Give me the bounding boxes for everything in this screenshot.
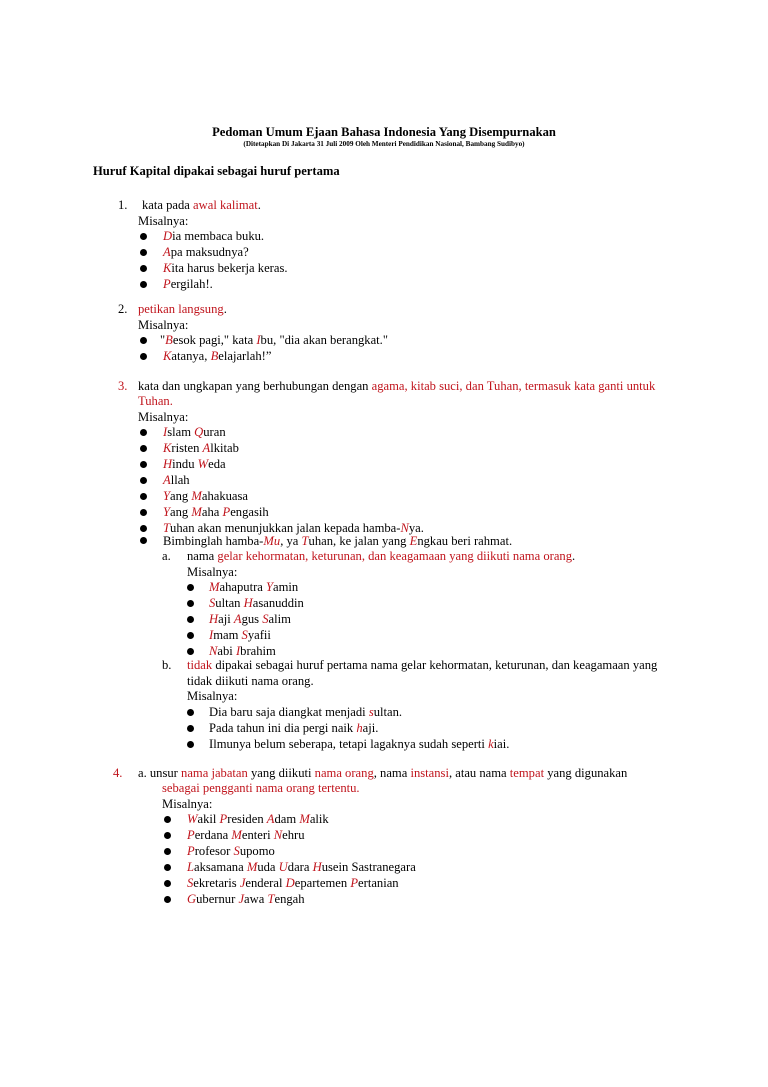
example-text: lkitab xyxy=(210,441,239,455)
bullet-icon xyxy=(164,896,171,903)
example-text: ekretaris xyxy=(193,876,240,890)
cap-letter: H xyxy=(243,596,253,610)
bullet-icon xyxy=(164,816,171,823)
cap-letter: M xyxy=(209,580,220,594)
example-text: gus xyxy=(241,612,263,626)
rule-4-pre: a. unsur xyxy=(138,766,182,780)
sub-label-a: a. xyxy=(162,549,171,563)
cap-letter: P xyxy=(187,844,195,858)
bullet-icon xyxy=(164,864,171,871)
rule-3-pre: kata dan ungkapan yang berhubungan dengan xyxy=(138,379,372,393)
example-text: ang xyxy=(170,489,192,503)
example-text: ahaputra xyxy=(219,580,267,594)
rule-4-highlight: tempat xyxy=(509,766,545,780)
cap-letter: Mu xyxy=(263,534,281,548)
cap-letter: N xyxy=(209,644,218,658)
cap-letter: I xyxy=(235,644,241,658)
cap-letter: K xyxy=(163,349,172,363)
rule-1-pre: kata pada xyxy=(142,198,194,212)
example-3-4 xyxy=(163,472,190,488)
example-text: amin xyxy=(273,580,299,594)
cap-letter: P xyxy=(350,876,359,890)
rule-3b-highlight: tidak xyxy=(187,658,213,672)
cap-letter: Y xyxy=(163,505,171,519)
example-text: engasih xyxy=(230,505,269,519)
example-1-1 xyxy=(163,228,264,244)
cap-letter: I xyxy=(209,628,214,642)
example-4-2 xyxy=(187,827,305,843)
bullet-icon xyxy=(187,584,194,591)
cap-letter: A xyxy=(233,612,242,626)
cap-letter: I xyxy=(256,333,261,347)
example-text: upomo xyxy=(239,844,275,858)
cap-letter: A xyxy=(163,245,171,259)
bullet-icon xyxy=(140,353,147,360)
rule-3-text xyxy=(138,378,655,394)
example-1-2 xyxy=(163,244,249,260)
cap-letter: M xyxy=(299,812,310,826)
cap-letter: S xyxy=(262,612,269,626)
cap-letter: h xyxy=(356,721,363,735)
cap-letter: P xyxy=(219,812,228,826)
example-text: , ya xyxy=(280,534,302,548)
example-text: aha xyxy=(201,505,223,519)
cap-letter: M xyxy=(246,860,258,874)
example-text: ang xyxy=(170,505,192,519)
section-heading: Huruf Kapital dipakai sebagai huruf pertama xyxy=(93,164,340,178)
cap-letter: s xyxy=(368,705,374,719)
misalnya-label: Misalnya: xyxy=(187,565,238,579)
rule-2-text xyxy=(138,301,227,317)
rule-1-post: . xyxy=(257,198,261,212)
rule-3a-highlight: gelar kehormatan, keturunan, dan keagamaan yang diikuti nama orang xyxy=(217,549,573,563)
cap-letter: N xyxy=(400,521,409,535)
cap-letter: H xyxy=(163,457,173,471)
example-text: uda xyxy=(257,860,279,874)
rule-3-highlight-cont: Tuhan. xyxy=(138,394,173,408)
rule-3b-rest-cont: tidak diikuti nama orang. xyxy=(187,674,314,688)
example-text: ngkau beri rahmat. xyxy=(417,534,513,548)
example-text: asanuddin xyxy=(252,596,304,610)
bullet-icon xyxy=(187,616,194,623)
example-text: ehru xyxy=(282,828,305,842)
item-number-4: 4. xyxy=(113,766,123,780)
rule-4-highlight: nama jabatan xyxy=(181,766,248,780)
example-text: iai. xyxy=(493,737,510,751)
rule-4-text-part: , nama xyxy=(373,766,411,780)
bullet-icon xyxy=(164,848,171,855)
rule-1-highlight: awal kalimat xyxy=(193,198,258,212)
bullet-icon xyxy=(164,832,171,839)
example-text: ultan xyxy=(215,596,244,610)
example-text: ya. xyxy=(408,521,424,535)
bullet-icon xyxy=(140,525,147,532)
example-3b-3 xyxy=(209,736,509,752)
item-number-1: 1. xyxy=(118,198,128,212)
rule-4-highlight-cont: sebagai pengganti nama orang tertentu. xyxy=(162,781,360,795)
example-text: uran xyxy=(203,425,226,439)
cap-letter: T xyxy=(267,892,275,906)
cap-letter: A xyxy=(266,812,275,826)
example-3a-3 xyxy=(209,611,291,627)
cap-letter: E xyxy=(409,534,418,548)
bullet-icon xyxy=(187,600,194,607)
cap-letter: Q xyxy=(194,425,204,439)
example-text: awa xyxy=(244,892,268,906)
cap-letter: K xyxy=(163,261,172,275)
document-subtitle: (Ditetapkan Di Jakarta 31 Juli 2009 Oleh Menteri Pendidikan Nasional, Bambang Sudibyo) xyxy=(243,140,525,148)
example-text: atanya, xyxy=(171,349,211,363)
rule-4-highlight: instansi xyxy=(410,766,449,780)
document-title: Pedoman Umum Ejaan Bahasa Indonesia Yang Disempurnakan xyxy=(212,125,556,139)
cap-letter: S xyxy=(233,844,240,858)
bullet-icon xyxy=(140,477,147,484)
example-text: alim xyxy=(268,612,291,626)
quote-mark: " xyxy=(160,333,166,347)
example-3-2 xyxy=(163,440,239,456)
rule-4-text-part: yang digunakan xyxy=(544,766,628,780)
example-3a-4 xyxy=(209,627,271,643)
example-text: dara xyxy=(287,860,313,874)
cap-letter: U xyxy=(278,860,288,874)
rule-1-text xyxy=(142,197,261,213)
example-text: aji xyxy=(218,612,234,626)
cap-letter: k xyxy=(488,737,494,751)
example-text: dam xyxy=(274,812,300,826)
rule-4-text-part: yang diikuti xyxy=(247,766,315,780)
bullet-icon xyxy=(187,709,194,716)
bullet-icon xyxy=(140,509,147,516)
cap-letter: W xyxy=(197,457,209,471)
example-3-5 xyxy=(163,488,248,504)
rule-3a-text xyxy=(187,548,575,564)
rule-4-text-part: , atau nama xyxy=(448,766,510,780)
rule-2-post: . xyxy=(223,302,227,316)
rule-3a-pre: nama xyxy=(187,549,218,563)
example-text: aksamana xyxy=(194,860,247,874)
cap-letter: M xyxy=(191,489,202,503)
bullet-icon xyxy=(164,880,171,887)
example-3b-2 xyxy=(209,720,378,736)
misalnya-label: Misalnya: xyxy=(138,318,189,332)
bullet-icon xyxy=(140,281,147,288)
example-text: Ilmunya belum seberapa, tetapi lagaknya sudah seperti xyxy=(209,737,489,751)
example-4-1 xyxy=(187,811,329,827)
cap-letter: P xyxy=(187,828,195,842)
cap-letter: T xyxy=(301,534,309,548)
rule-2-highlight: petikan langsung xyxy=(138,302,224,316)
cap-letter: S xyxy=(241,628,248,642)
example-text: residen xyxy=(227,812,267,826)
example-4-3 xyxy=(187,843,275,859)
example-4-4 xyxy=(187,859,416,875)
cap-letter: L xyxy=(187,860,195,874)
rule-4-text xyxy=(138,765,627,781)
example-text: Dia baru saja diangkat menjadi xyxy=(209,705,369,719)
rule-3a-post: . xyxy=(572,549,576,563)
example-text: aji. xyxy=(362,721,379,735)
misalnya-label: Misalnya: xyxy=(187,689,238,703)
example-text: epartemen xyxy=(294,876,351,890)
example-text: ita harus bekerja keras. xyxy=(171,261,288,275)
rule-3-highlight: agama, kitab suci, dan Tuhan, termasuk kata ganti untuk xyxy=(371,379,656,393)
cap-letter: Y xyxy=(163,489,171,503)
example-text: llah xyxy=(170,473,190,487)
rule-3b-rest: dipakai sebagai huruf pertama nama gelar kehormatan, keturunan, dan keagamaan yang xyxy=(212,658,658,672)
example-text: ergilah!. xyxy=(170,277,213,291)
cap-letter: Y xyxy=(266,580,274,594)
bullet-icon xyxy=(187,648,194,655)
example-2-1 xyxy=(160,332,388,348)
example-text: Bimbinglah hamba- xyxy=(163,534,264,548)
cap-letter: N xyxy=(273,828,283,842)
cap-letter: G xyxy=(187,892,197,906)
example-text: brahim xyxy=(240,644,276,658)
bullet-icon xyxy=(140,337,147,344)
example-3-6 xyxy=(163,504,269,520)
bullet-icon xyxy=(140,249,147,256)
example-text: erdana xyxy=(194,828,232,842)
example-text: yafii xyxy=(247,628,271,642)
example-text: uhan, ke jalan yang xyxy=(308,534,410,548)
example-text: esok pagi," kata xyxy=(172,333,257,347)
example-text: engah xyxy=(274,892,305,906)
misalnya-label: Misalnya: xyxy=(138,214,189,228)
example-text: uhan akan menunjukkan jalan kepada hamba- xyxy=(170,521,401,535)
example-text: enderal xyxy=(245,876,286,890)
example-text: alik xyxy=(309,812,329,826)
bullet-icon xyxy=(187,632,194,639)
cap-letter: S xyxy=(187,876,194,890)
cap-letter: M xyxy=(231,828,242,842)
example-2-2 xyxy=(163,348,271,364)
cap-letter: K xyxy=(163,441,172,455)
bullet-icon xyxy=(140,493,147,500)
cap-letter: H xyxy=(312,860,322,874)
cap-letter: A xyxy=(163,473,171,487)
item-number-2: 2. xyxy=(118,302,128,316)
cap-letter: J xyxy=(238,892,245,906)
example-text: abi xyxy=(217,644,236,658)
example-3b-1 xyxy=(209,704,402,720)
example-text: eda xyxy=(208,457,226,471)
example-text: Pada tahun ini dia pergi naik xyxy=(209,721,357,735)
cap-letter: S xyxy=(209,596,216,610)
bullet-icon xyxy=(140,233,147,240)
misalnya-label: Misalnya: xyxy=(162,797,213,811)
item-number-3: 3. xyxy=(118,379,128,393)
cap-letter: P xyxy=(163,277,171,291)
cap-letter: P xyxy=(222,505,231,519)
bullet-icon xyxy=(187,725,194,732)
rule-4-highlight: nama orang xyxy=(314,766,374,780)
cap-letter: W xyxy=(187,812,198,826)
example-text: risten xyxy=(171,441,203,455)
bullet-icon xyxy=(140,265,147,272)
rule-3b-text xyxy=(187,657,657,673)
bullet-icon xyxy=(140,537,147,544)
bullet-icon xyxy=(140,445,147,452)
example-3-bimbinglah xyxy=(163,533,512,549)
example-text: ultan. xyxy=(373,705,403,719)
cap-letter: B xyxy=(210,349,219,363)
example-text: ia membaca buku. xyxy=(172,229,265,243)
bullet-icon xyxy=(187,741,194,748)
example-1-3 xyxy=(163,260,288,276)
cap-letter: D xyxy=(285,876,295,890)
cap-letter: A xyxy=(202,441,211,455)
example-4-6 xyxy=(187,891,305,907)
example-text: bu, "dia akan berangkat." xyxy=(260,333,388,347)
example-3a-1 xyxy=(209,579,298,595)
example-text: indu xyxy=(172,457,198,471)
example-3-3 xyxy=(163,456,226,472)
cap-letter: B xyxy=(165,333,173,347)
example-3a-2 xyxy=(209,595,304,611)
example-text: usein Sastranegara xyxy=(321,860,416,874)
example-text: mam xyxy=(213,628,242,642)
example-text: ertanian xyxy=(358,876,399,890)
misalnya-label: Misalnya: xyxy=(138,410,189,424)
bullet-icon xyxy=(140,429,147,436)
example-text: akil xyxy=(197,812,220,826)
cap-letter: H xyxy=(209,612,219,626)
example-3-1 xyxy=(163,424,226,440)
example-text: enteri xyxy=(241,828,274,842)
example-text: rofesor xyxy=(194,844,234,858)
cap-letter: D xyxy=(163,229,173,243)
cap-letter: I xyxy=(163,425,168,439)
cap-letter: J xyxy=(239,876,246,890)
example-text: slam xyxy=(167,425,195,439)
example-1-4 xyxy=(163,276,213,292)
cap-letter: M xyxy=(191,505,202,519)
example-text: ahakuasa xyxy=(201,489,249,503)
example-text: pa maksudnya? xyxy=(170,245,249,259)
sub-label-b: b. xyxy=(162,658,172,672)
example-text: ubernur xyxy=(196,892,239,906)
bullet-icon xyxy=(140,461,147,468)
example-4-5 xyxy=(187,875,399,891)
cap-letter: T xyxy=(163,521,171,535)
example-text: elajarlah!” xyxy=(218,349,272,363)
